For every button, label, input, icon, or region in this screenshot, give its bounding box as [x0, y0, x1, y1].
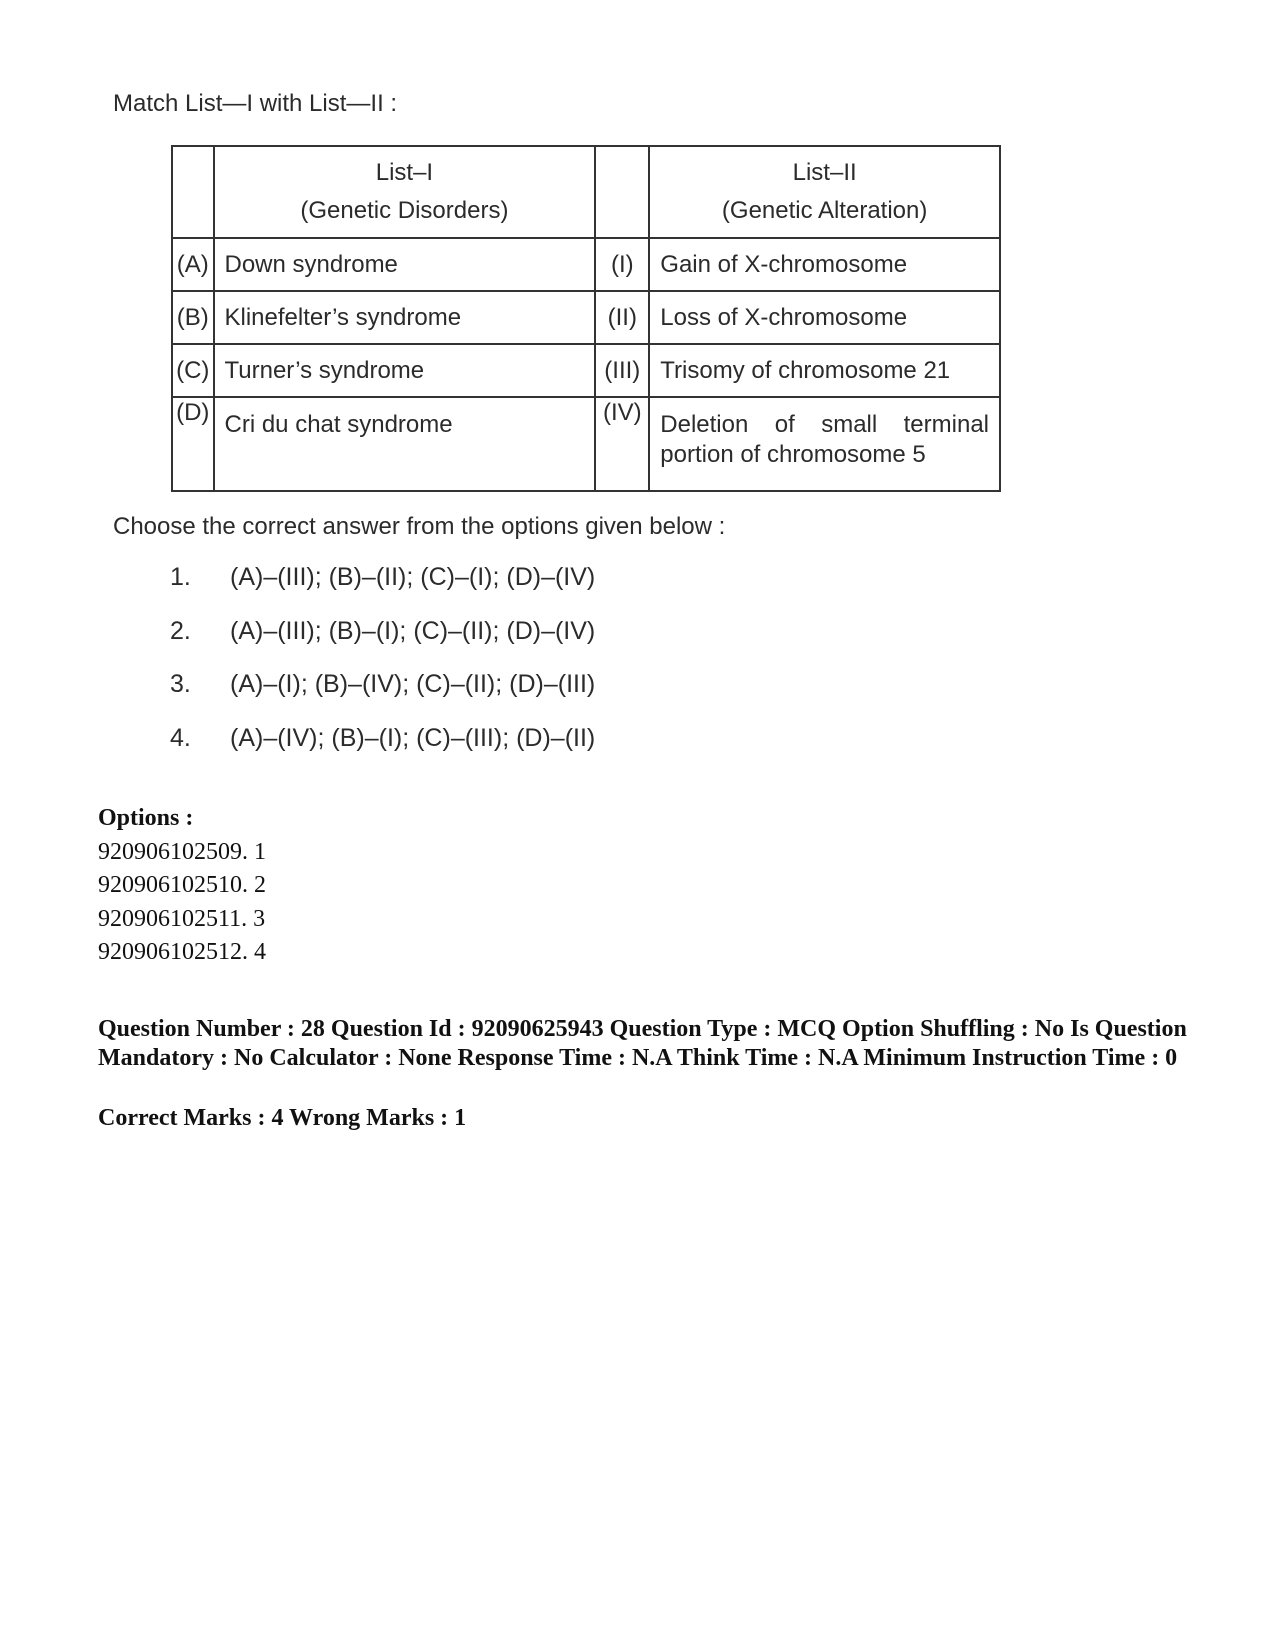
- list1-subheader: (Genetic Disorders): [300, 197, 509, 224]
- option-item: 920906102511. 3: [98, 905, 266, 932]
- question-prompt: Match List—I with List—II :: [113, 90, 398, 117]
- table-row: [172, 397, 1000, 491]
- list1-key: (D): [172, 397, 214, 491]
- list1-header: List–I: [375, 159, 434, 186]
- list1-item: Down syndrome: [214, 238, 596, 291]
- option-item: 920906102512. 4: [98, 939, 266, 965]
- table-header-row: [172, 146, 1000, 238]
- answer-choice: [170, 670, 595, 724]
- answer-number: 2.: [170, 616, 191, 645]
- list2-key: (I): [595, 238, 649, 291]
- table-row: [172, 238, 1000, 291]
- table-row: [172, 291, 1000, 344]
- list2-item: Loss of X-chromosome: [649, 291, 1000, 344]
- list1-item: Turner’s syndrome: [214, 344, 596, 397]
- list1-key: (C): [172, 344, 214, 397]
- options-label: Options :: [98, 805, 194, 831]
- list2-subheader: (Genetic Alteration): [721, 197, 928, 224]
- answer-text: (A)–(III); (B)–(II); (C)–(I); (D)–(IV): [230, 563, 596, 591]
- list1-key: (B): [172, 291, 214, 344]
- header-empty-cell: [595, 146, 649, 238]
- answer-text: (A)–(I); (B)–(IV); (C)–(II); (D)–(III): [230, 670, 596, 698]
- answer-choice: [170, 617, 595, 671]
- answer-choice: [170, 724, 595, 778]
- list2-header: List–II: [792, 159, 857, 186]
- choose-instruction: Choose the correct answer from the options given below :: [113, 513, 726, 540]
- header-empty-cell: [172, 146, 214, 238]
- list2-header-cell: [649, 146, 1000, 238]
- match-table: [171, 145, 1001, 492]
- list2-item: Trisomy of chromosome 21: [649, 344, 1000, 397]
- list1-key: (A): [172, 238, 214, 291]
- answer-number: 1.: [170, 563, 191, 591]
- answer-number: 3.: [170, 670, 191, 698]
- list1-item: Klinefelter’s syndrome: [214, 291, 596, 344]
- marks-info: Correct Marks : 4 Wrong Marks : 1: [98, 1105, 467, 1131]
- question-metadata: Question Number : 28 Question Id : 92090625943 Question Type : MCQ Option Shuffling : No Is Question Mandatory : No Calculator : None Response Time : N.A Think Time : N.A Minimum Instruction Time : 0: [98, 1016, 1187, 1071]
- list2-key: (III): [595, 344, 649, 397]
- list2-key: (II): [595, 291, 649, 344]
- list2-key: (IV): [595, 397, 649, 491]
- table-row: [172, 344, 1000, 397]
- options-block: [98, 802, 266, 970]
- answer-text: (A)–(III); (B)–(I); (C)–(II); (D)–(IV): [230, 616, 596, 645]
- list2-item: Deletion of small terminal portion of chromosome 5: [649, 397, 1000, 491]
- answer-list: [170, 563, 595, 777]
- answer-number: 4.: [170, 723, 191, 752]
- answer-text: (A)–(IV); (B)–(I); (C)–(III); (D)–(II): [230, 723, 596, 752]
- option-item: 920906102509. 1: [98, 838, 266, 865]
- list1-header-cell: [214, 146, 596, 238]
- list2-item: Gain of X-chromosome: [649, 238, 1000, 291]
- answer-choice: [170, 563, 595, 617]
- option-item: 920906102510. 2: [98, 872, 266, 898]
- list1-item: Cri du chat syndrome: [214, 397, 596, 491]
